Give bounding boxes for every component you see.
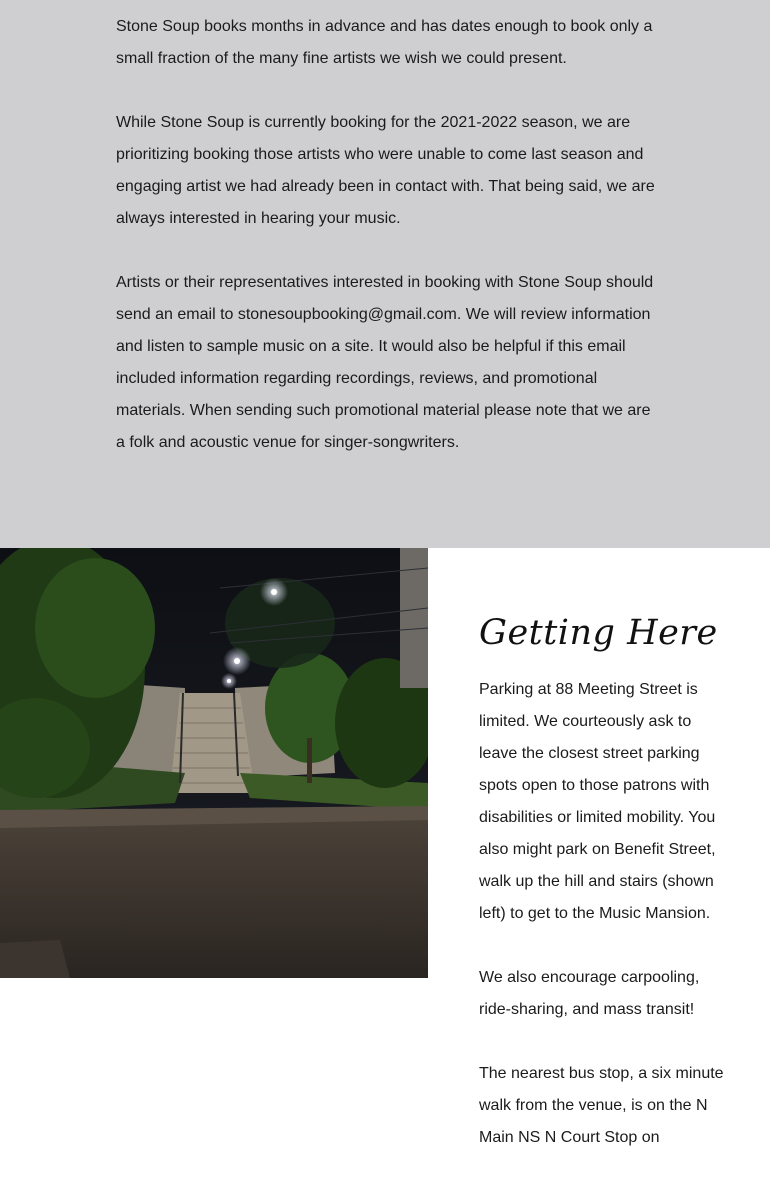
parking-paragraph: Parking at 88 Meeting Street is limited. We courteously ask to leave the closest street parking spots open to those patrons with disabilities or limited mobility. You also might park on Benefit Street, walk up the hill and stairs (shown left) to get to the Music Mansion.	[479, 681, 716, 922]
carpool-paragraph: We also encourage carpooling, ride-sharing, and mass transit!	[479, 969, 700, 1018]
booking-paragraph-advance: Stone Soup books months in advance and has dates enough to book only a small fraction of the many fine artists we wish we could present.	[116, 18, 653, 67]
booking-section	[0, 0, 770, 548]
directions-text	[479, 674, 729, 1154]
getting-here-title: Getting Here	[479, 613, 718, 653]
booking-paragraph-season: While Stone Soup is currently booking for the 2021-2022 season, we are prioritizing booking those artists who were unable to come last season and engaging artist we had already been in contact with. That being said, we are always interested in hearing your music.	[116, 114, 655, 227]
booking-paragraph-contact: Artists or their representatives interested in booking with Stone Soup should send an email to stonesoupbooking@gmail.com. We will review information and listen to sample music on a site. It would also be helpful if this email included information regarding recordings, reviews, and promotional materials. When sending such promotional material please note that we are a folk and acoustic venue for singer-songwriters.	[116, 274, 654, 451]
stairs-photo	[0, 548, 428, 978]
booking-info	[116, 11, 656, 491]
bus-stop-paragraph: The nearest bus stop, a six minute walk from the venue, is on the N Main NS N Court Stop on	[479, 1065, 724, 1146]
getting-here-section	[479, 600, 729, 1186]
road	[0, 820, 428, 978]
